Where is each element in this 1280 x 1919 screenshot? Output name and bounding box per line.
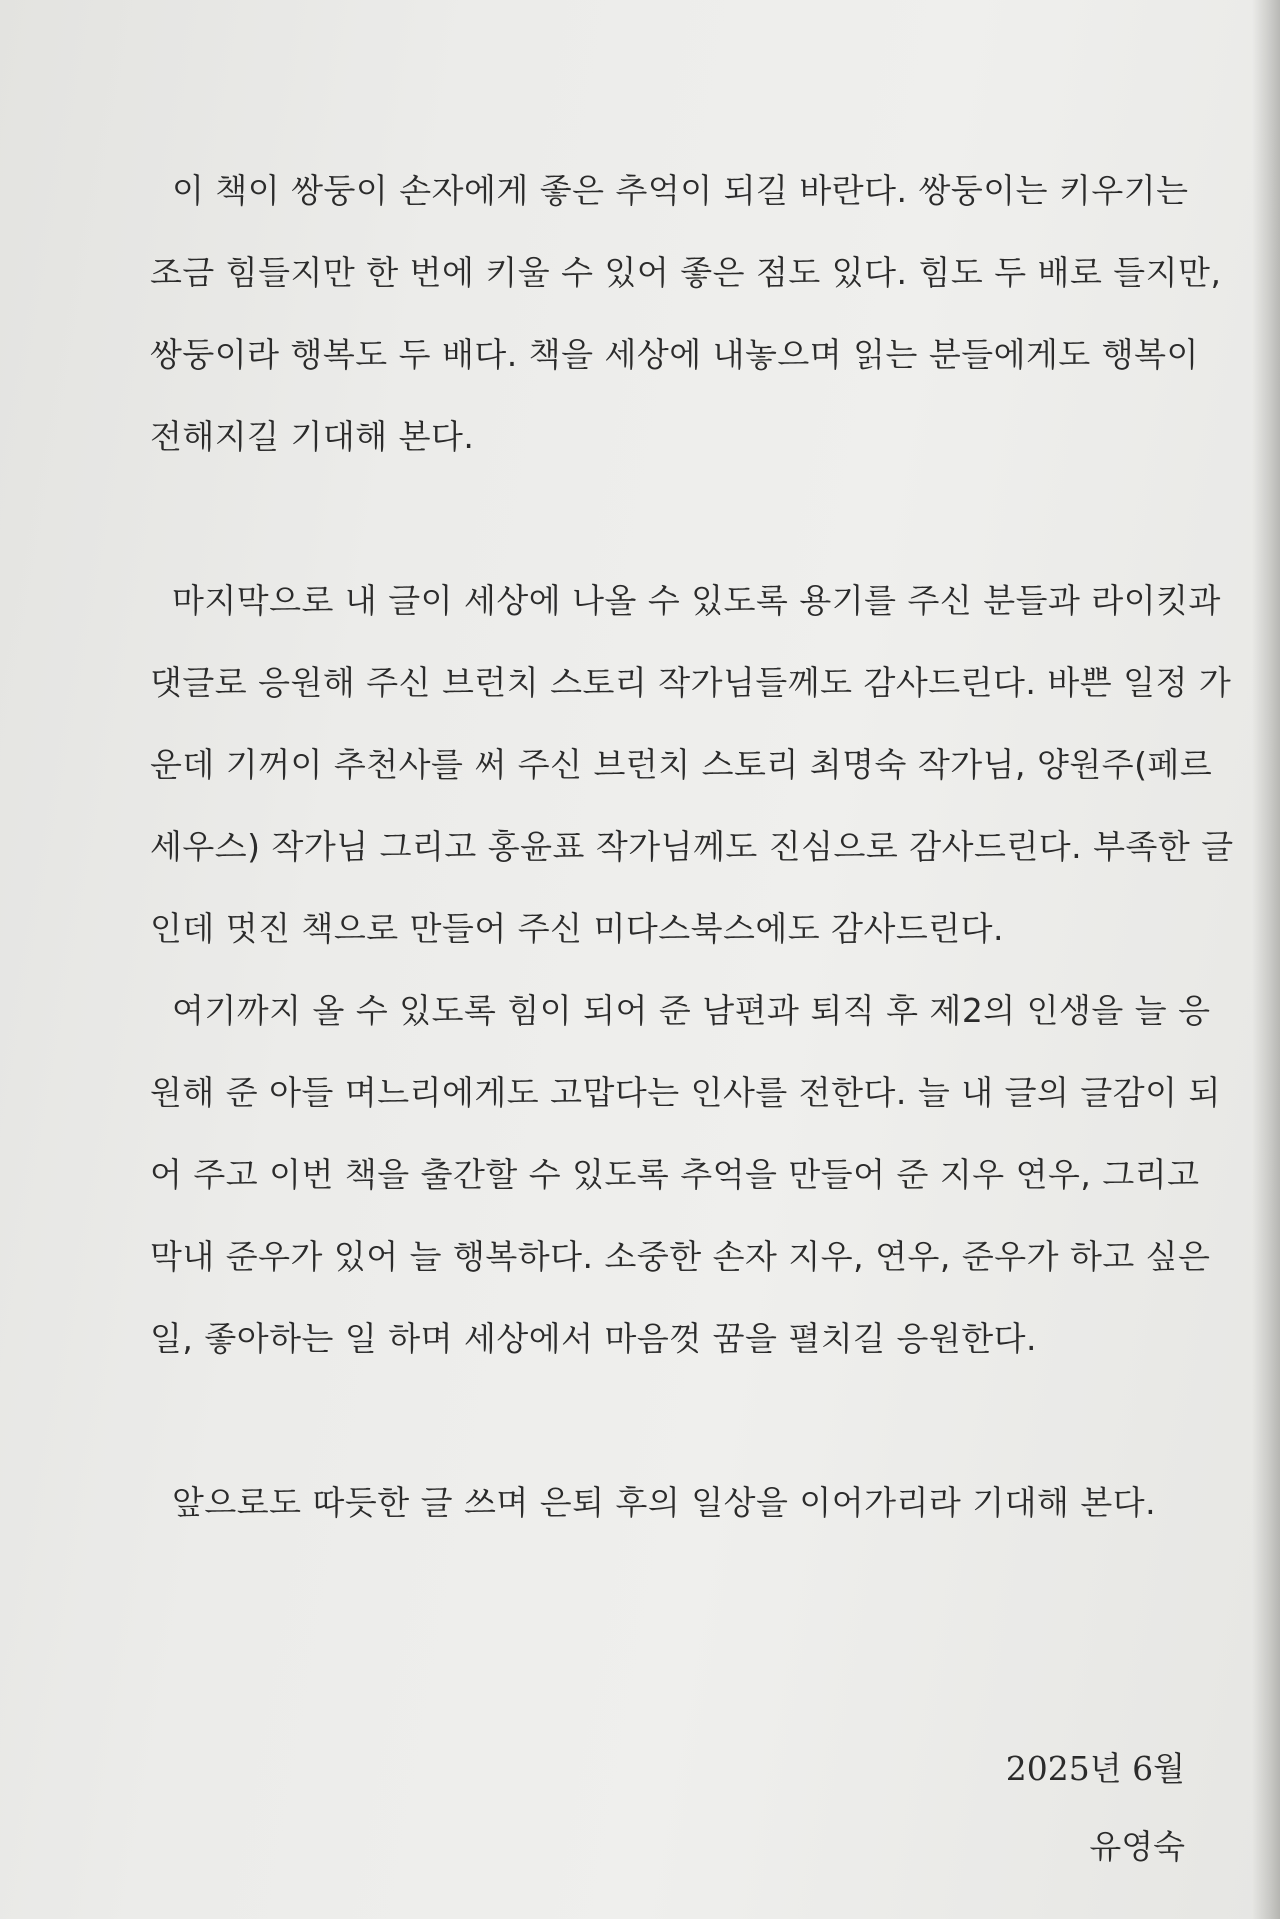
- text-line: 전해지길 기대해 본다.: [150, 417, 475, 456]
- text-line: 운데 기꺼이 추천사를 써 주신 브런치 스토리 최명숙 작가님, 양원주(페르: [150, 745, 1213, 784]
- signature-author: 유영숙: [1089, 1827, 1185, 1866]
- text-line: 댓글로 응원해 주신 브런치 스토리 작가님들께도 감사드린다. 바쁜 일정 가: [150, 663, 1232, 702]
- text-line: 쌍둥이라 행복도 두 배다. 책을 세상에 내놓으며 읽는 분들에게도 행복이: [150, 335, 1199, 374]
- text-line: 이 책이 쌍둥이 손자에게 좋은 추억이 되길 바란다. 쌍둥이는 키우기는: [150, 171, 1189, 210]
- paragraph-2: [150, 560, 1234, 970]
- text-line: 여기까지 올 수 있도록 힘이 되어 준 남편과 퇴직 후 제2의 인생을 늘 응: [150, 991, 1211, 1030]
- paragraph-gap: [150, 478, 1210, 560]
- text-line: 마지막으로 내 글이 세상에 나올 수 있도록 용기를 주신 분들과 라이킷과: [150, 581, 1221, 620]
- text-line: 조금 힘들지만 한 번에 키울 수 있어 좋은 점도 있다. 힘도 두 배로 들지만,: [150, 253, 1222, 292]
- text-line: 막내 준우가 있어 늘 행복하다. 소중한 손자 지우, 연우, 준우가 하고 싶은: [150, 1237, 1211, 1276]
- text-line: 앞으로도 따듯한 글 쓰며 은퇴 후의 일상을 이어가리라 기대해 본다.: [150, 1483, 1157, 1522]
- page-edge-shadow: [1252, 0, 1280, 1919]
- paragraph-1: [150, 150, 1222, 478]
- signature-block: [1006, 1730, 1185, 1886]
- text-line: 원해 준 아들 며느리에게도 고맙다는 인사를 전한다. 늘 내 글의 글감이 되: [150, 1073, 1221, 1112]
- text-line: 세우스) 작가님 그리고 홍윤표 작가님께도 진심으로 감사드린다. 부족한 글: [150, 827, 1234, 866]
- text-line: 어 주고 이번 책을 출간할 수 있도록 추억을 만들어 준 지우 연우, 그리고: [150, 1155, 1200, 1194]
- paragraph-4: [150, 1462, 1210, 1544]
- text-line: 일, 좋아하는 일 하며 세상에서 마음껏 꿈을 펼치길 응원한다.: [150, 1319, 1037, 1358]
- paragraph-gap: [150, 1380, 1210, 1462]
- text-line: 인데 멋진 책으로 만들어 주신 미다스북스에도 감사드린다.: [150, 909, 1004, 948]
- signature-date: 2025년 6월: [1005, 1749, 1185, 1788]
- paragraph-3: [150, 970, 1221, 1380]
- body-text: [150, 150, 1234, 1544]
